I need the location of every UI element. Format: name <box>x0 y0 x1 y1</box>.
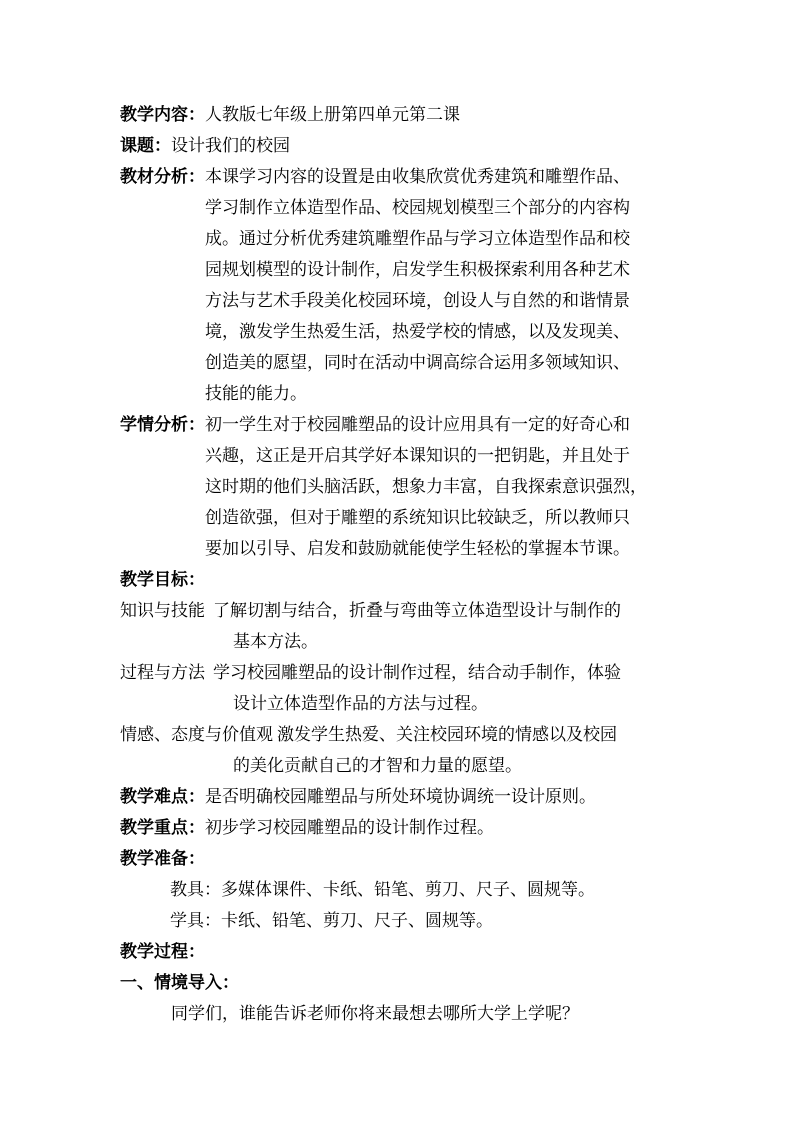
student-analysis-label: 学情分析： <box>120 415 205 435</box>
intro-text-row <box>120 999 690 1030</box>
topic-label: 课题： <box>120 136 171 156</box>
difficulty-row <box>120 782 690 813</box>
preparation-heading-row <box>120 844 690 875</box>
objective-knowledge <box>120 596 690 658</box>
paragraph-line: 方法与艺术手段美化校园环境，创设人与自然的和谐情景 <box>205 291 630 311</box>
lesson-plan-document <box>120 100 690 1030</box>
objective-process <box>120 658 690 720</box>
paragraph-line: 兴趣，这正是开启其学好本课知识的一把钥匙，并且处于 <box>205 446 630 466</box>
teacher-materials-label: 教具： <box>170 880 221 900</box>
difficulty-value: 是否明确校园雕塑品与所处环境协调统一设计原则。 <box>205 787 596 807</box>
paragraph-line: 本课学习内容的设置是由收集欣赏优秀建筑和雕塑作品、 <box>205 167 630 187</box>
paragraph-line: 技能的能力。 <box>205 384 307 404</box>
student-analysis-row <box>120 410 690 565</box>
difficulty-label: 教学难点： <box>120 787 205 807</box>
paragraph-line: 创造欲强，但对于雕塑的系统知识比较缺乏，所以教师只 <box>205 508 630 528</box>
paragraph-line: 园规划模型的设计制作，启发学生积极探索利用各种艺术 <box>205 260 630 280</box>
paragraph-line: 要加以引导、启发和鼓励就能使学生轻松的掌握本节课。 <box>205 539 630 559</box>
objectives-heading-row <box>120 565 690 596</box>
student-materials-value: 卡纸、铅笔、剪刀、尺子、圆规等。 <box>221 911 493 931</box>
topic-value: 设计我们的校园 <box>171 136 290 156</box>
student-analysis-text <box>205 410 690 565</box>
objective-process-line: 学习校园雕塑品的设计制作过程，结合动手制作，体验 <box>213 663 621 683</box>
paragraph-line: 创造美的愿望，同时在活动中调高综合运用多领域知识、 <box>205 353 630 373</box>
paragraph-line: 学习制作立体造型作品、校园规划模型三个部分的内容构 <box>205 198 630 218</box>
intro-text: 同学们，谁能告诉老师你将来最想去哪所大学上学呢？ <box>171 1004 579 1024</box>
content-row <box>120 100 690 131</box>
material-analysis-text <box>205 162 690 410</box>
teacher-materials-value: 多媒体课件、卡纸、铅笔、剪刀、尺子、圆规等。 <box>221 880 595 900</box>
teacher-materials-row <box>120 875 690 906</box>
objective-emotion <box>120 720 690 782</box>
process-heading-row <box>120 937 690 968</box>
objective-knowledge-line: 了解切割与结合，折叠与弯曲等立体造型设计与制作的 <box>213 601 621 621</box>
student-materials-label: 学具： <box>170 911 221 931</box>
objectives-label: 教学目标： <box>120 570 205 590</box>
objective-knowledge-line: 基本方法。 <box>233 632 318 652</box>
objective-emotion-line: 的美化贡献自己的才智和力量的愿望。 <box>233 756 522 776</box>
paragraph-line: 境，激发学生热爱生活，热爱学校的情感，以及发现美、 <box>205 322 630 342</box>
preparation-label: 教学准备： <box>120 849 205 869</box>
material-analysis-row <box>120 162 690 410</box>
key-point-value: 初步学习校园雕塑品的设计制作过程。 <box>205 818 494 838</box>
objective-emotion-label: 情感、态度与价值观 <box>120 725 273 745</box>
paragraph-line: 成。通过分析优秀建筑雕塑作品与学习立体造型作品和校 <box>205 229 630 249</box>
topic-row <box>120 131 690 162</box>
section-heading: 一、情境导入： <box>120 973 239 993</box>
material-analysis-label: 教材分析： <box>120 167 205 187</box>
objective-process-line: 设计立体造型作品的方法与过程。 <box>233 694 488 714</box>
section-heading-row <box>120 968 690 999</box>
paragraph-line: 这时期的他们头脑活跃，想象力丰富，自我探索意识强烈， <box>205 477 647 497</box>
objective-process-label: 过程与方法 <box>120 663 205 683</box>
process-label: 教学过程： <box>120 942 205 962</box>
objective-emotion-line: 激发学生热爱、关注校园环境的情感以及校园 <box>277 725 617 745</box>
paragraph-line: 初一学生对于校园雕塑品的设计应用具有一定的好奇心和 <box>205 415 630 435</box>
objective-knowledge-label: 知识与技能 <box>120 601 205 621</box>
content-label: 教学内容： <box>120 105 205 125</box>
key-point-label: 教学重点： <box>120 818 205 838</box>
student-materials-row <box>120 906 690 937</box>
content-value: 人教版七年级上册第四单元第二课 <box>205 105 460 125</box>
key-point-row <box>120 813 690 844</box>
